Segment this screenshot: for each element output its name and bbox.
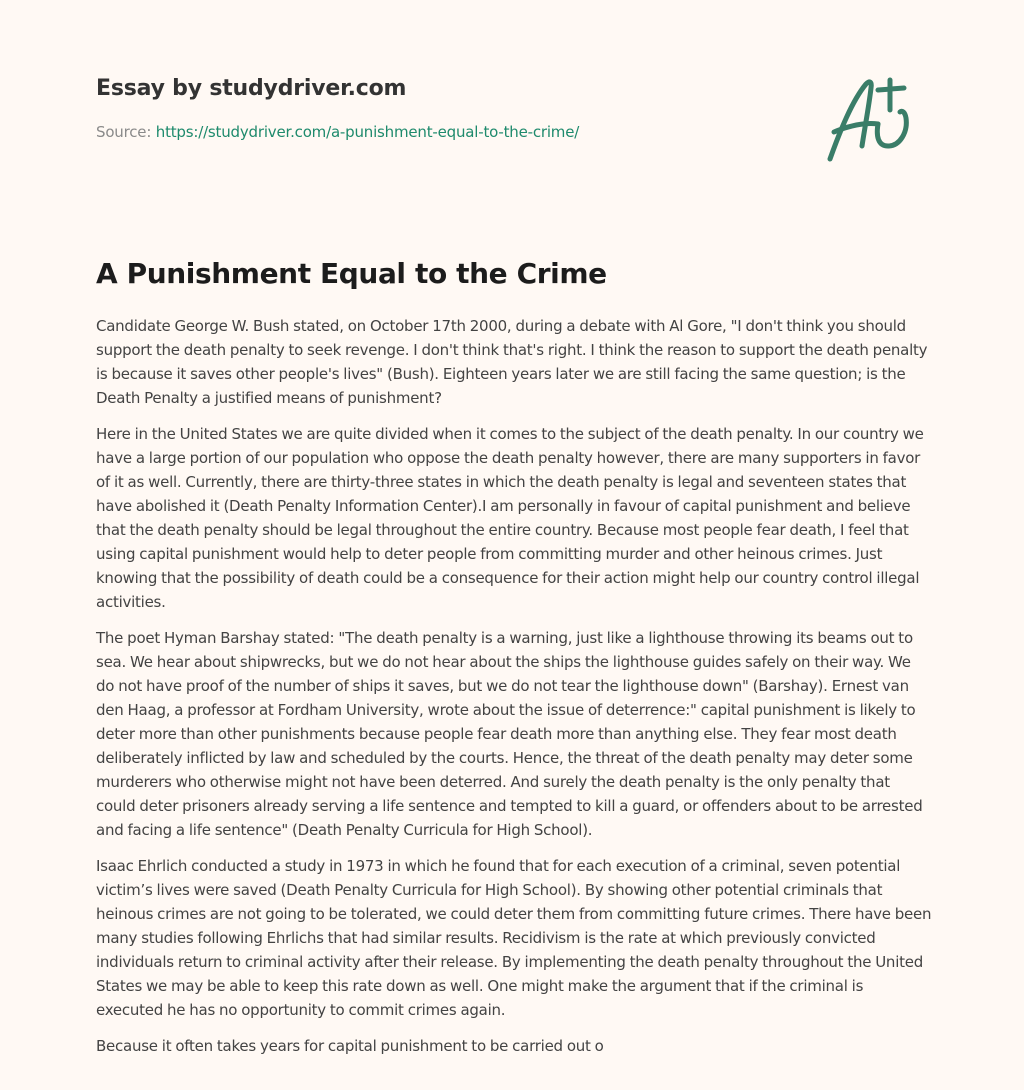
source-line: [96, 122, 796, 142]
site-title: Essay by studydriver.com: [96, 76, 407, 101]
essay-body: [96, 314, 932, 1070]
essay-paragraph-truncated: Because it often takes years for capital punishment to be carried out o: [96, 1037, 604, 1055]
essay-paragraph: Candidate George W. Bush stated, on October 17th 2000, during a debate with Al Gore, "I don't think you should support the death penalty to seek revenge. I don't think that's right. I think the reason to support the death penalty is because it saves other people's lives" (Bush). Eighteen years later we are still facing the same question; is the Death Penalty a justified means of punishment?: [96, 317, 928, 407]
source-link[interactable]: https://studydriver.com/a-punishment-equal-to-the-crime/: [155, 123, 580, 141]
a-plus-grade-icon: [820, 66, 930, 166]
essay-paragraph: The poet Hyman Barshay stated: "The death penalty is a warning, just like a lighthouse throwing its beams out to sea. We hear about shipwrecks, but we do not hear about the ships the lighthouse guides safely on their way. We do not have proof of the number of ships it saves, but we do not tear the lighthouse down" (Barshay). Ernest van den Haag, a professor at Fordham University, wrote about the issue of deterrence:" capital punishment is likely to deter more than other punishments because people fear death more than anything else. They fear most death deliberately inflicted by law and scheduled by the courts. Hence, the threat of the death penalty may deter some murderers who otherwise might not have been deterred. And surely the death penalty is the only penalty that could deter prisoners already serving a life sentence and tempted to kill a guard, or offenders about to be arrested and facing a life sentence" (Death Penalty Curricula for High School).: [96, 629, 923, 839]
source-label: Source:: [96, 123, 152, 141]
page-header: [96, 74, 796, 142]
essay-paragraph: Isaac Ehrlich conducted a study in 1973 in which he found that for each execution of a criminal, seven potential victim’s lives were saved (Death Penalty Curricula for High School). By showing other potential criminals that heinous crimes are not going to be tolerated, we could deter them from committing future crimes. There have been many studies following Ehrlichs that had similar results. Recidivism is the rate at which previously convicted individuals return to criminal activity after their release. By implementing the death penalty throughout the United States we may be able to keep this rate down as well. One might make the argument that if the criminal is executed he has no opportunity to commit crimes again.: [96, 857, 932, 1019]
essay-paragraph: Here in the United States we are quite divided when it comes to the subject of the death penalty. In our country we have a large portion of our population who oppose the death penalty however, there are many supporters in favor of it as well. Currently, there are thirty-three states in which the death penalty is legal and seventeen states that have abolished it (Death Penalty Information Center).I am personally in favour of capital punishment and believe that the death penalty should be legal throughout the entire country. Because most people fear death, I feel that using capital punishment would help to deter people from committing murder and other heinous crimes. Just knowing that the possibility of death could be a consequence for their action might help our country control illegal activities.: [96, 425, 924, 611]
essay-title: A Punishment Equal to the Crime: [96, 257, 607, 290]
